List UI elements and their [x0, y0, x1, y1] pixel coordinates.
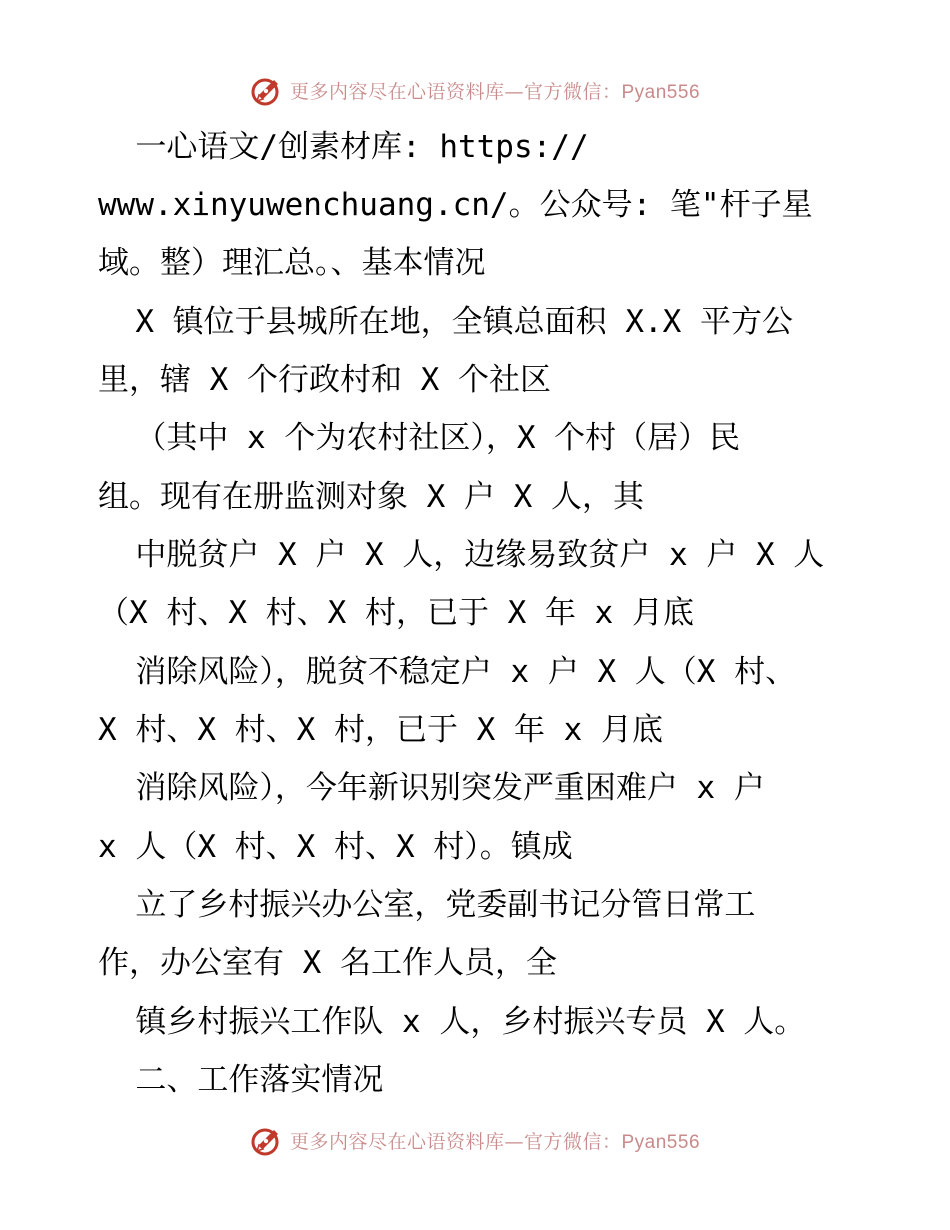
footer-banner-account: Pyan556: [621, 1131, 701, 1153]
text-line: 消除风险），今年新识别突发严重困难户 x 户: [98, 770, 765, 806]
text-line: 立了乡村振兴办公室，党委副书记分管日常工: [98, 887, 756, 923]
text-line: x 人（X 村、X 村、X 村）。镇成: [98, 829, 573, 865]
text-line: 一心语文/创素材库: https://: [98, 129, 589, 165]
header-banner-account: Pyan556: [621, 81, 701, 103]
footer-banner-text: 更多内容尽在心语资料库—官方微信：Pyan556: [289, 1130, 701, 1153]
text-line: X 镇位于县城所在地，全镇总面积 X.X 平方公: [98, 304, 793, 340]
pen-logo-icon: [250, 73, 284, 107]
text-line: 镇乡村振兴工作队 x 人，乡村振兴专员 X 人。: [98, 1004, 806, 1040]
text-line: （X 村、X 村、X 村，已于 X 年 x 月底: [98, 595, 694, 631]
text-line: 作，办公室有 X 名工作人员，全: [98, 945, 557, 981]
header-watermark-banner: [0, 70, 950, 110]
text-line: 组。现有在册监测对象 X 户 X 人，其: [98, 479, 644, 515]
text-line: （其中 x 个为农村社区），X 个村（居）民: [98, 420, 741, 456]
text-line: 中脱贫户 X 户 X 人，边缘易致贫户 x 户 X 人: [98, 537, 825, 573]
text-line: 域。整）理汇总。、基本情况: [98, 245, 486, 281]
text-line: 消除风险），脱贫不稳定户 x 户 X 人（X 村、: [98, 654, 797, 690]
text-line: X 村、X 村、X 村，已于 X 年 x 月底: [98, 712, 663, 748]
footer-watermark-banner: [0, 1120, 950, 1160]
text-line: www.xinyuwenchuang.cn/。公众号: 笔"杆子星: [98, 187, 813, 223]
text-line: 里，辖 X 个行政村和 X 个社区: [98, 362, 551, 398]
pen-logo-icon: [250, 1123, 284, 1157]
section-heading: 二、工作落实情况: [98, 1062, 384, 1098]
header-banner-text: 更多内容尽在心语资料库—官方微信：Pyan556: [289, 80, 701, 103]
